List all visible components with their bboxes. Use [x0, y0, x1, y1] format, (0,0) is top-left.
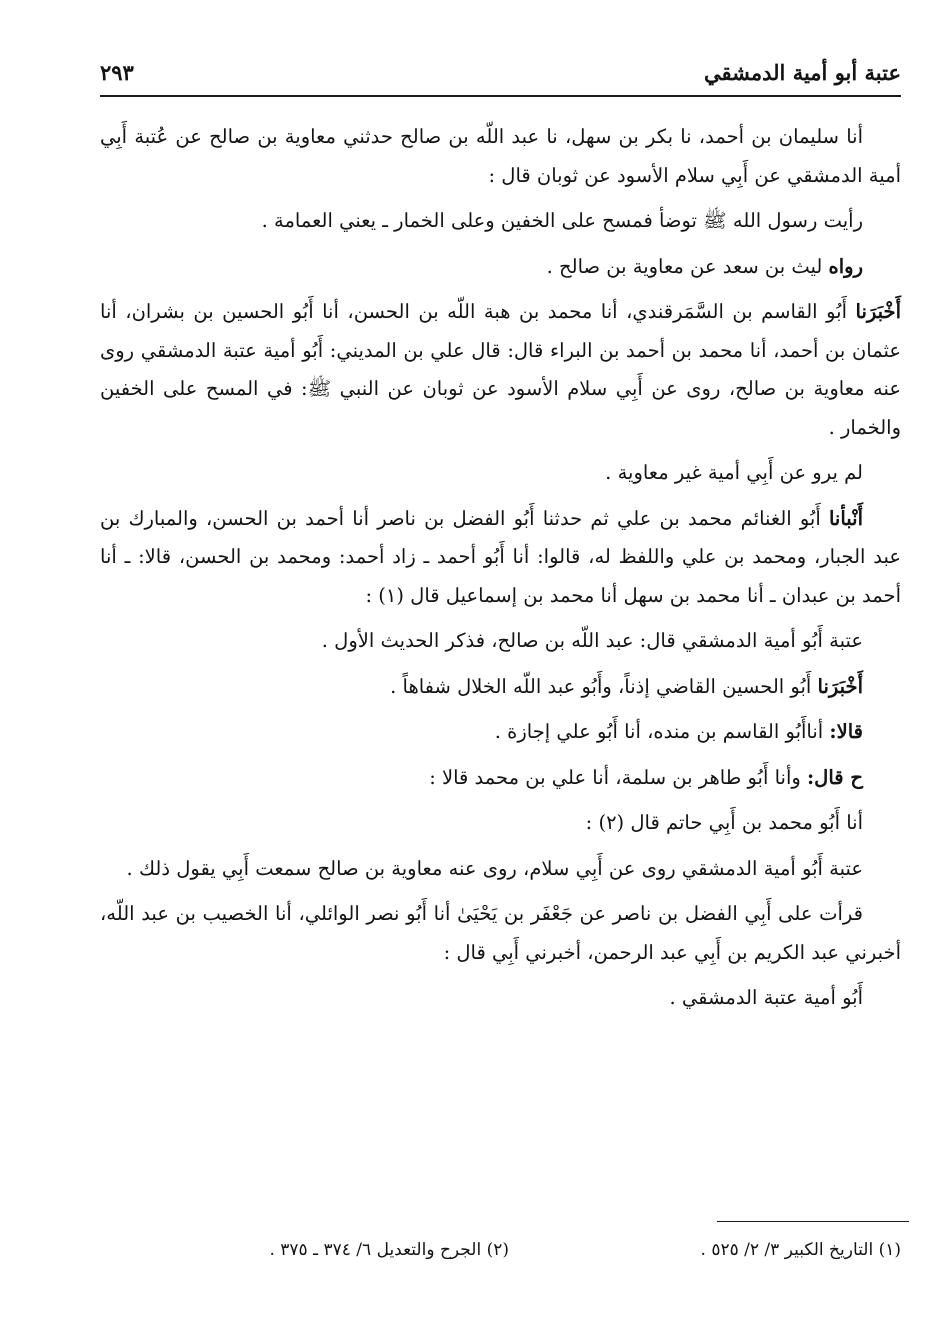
paragraph-3-text: ليث بن سعد عن معاوية بن صالح . [546, 254, 829, 278]
paragraph-1: أنا سليمان بن أحمد، نا بكر بن سهل، نا عبد اللّه بن صالح حدثني معاوية بن صالح عن عُتبة أَبِي أمية الدمشقي عن أَبِي سلام الأسود عن ثوبان قال : [100, 125, 901, 187]
paragraph-10-text: وأنا أَبُو طاهر بن سلمة، أنا علي بن محمد قالا : [429, 765, 807, 789]
footnote-2: (٢) الجرح والتعديل ٦/ ٣٧٤ ـ ٣٧٥ . [269, 1240, 509, 1260]
paragraph-14: أَبُو أمية عتبة الدمشقي . [669, 986, 863, 1009]
keyword-akhbarana-2: أَخْبَرَنا [817, 674, 863, 698]
paragraph-10 [100, 759, 901, 798]
paragraph-2: رأيت رسول الله ﷺ توضأ فمسح على الخفين وعلى الخمار ـ يعني العمامة . [261, 209, 863, 232]
paragraph-8-text: أَبُو الحسين القاضي إذناً، وأَبُو عبد اللّه الخلال شفاهاً . [390, 674, 818, 698]
footnote-1: (١) التاريخ الكبير ٣/ ٢/ ٥٢٥ . [700, 1240, 901, 1260]
paragraph-13: قرأت على أَبِي الفضل بن ناصر عن جَعْفَر بن يَحْيَىٰ أنا أَبُو نصر الوائلي، أنا الخصيب بن عبد اللّه، أخبرني عبد الكريم بن أَبِي عبد الرحمن، أخبرني أَبِي قال : [100, 902, 901, 964]
paragraph-11: أنا أَبُو محمد بن أَبِي حاتم قال (٢) : [585, 811, 863, 834]
paragraph-9 [100, 713, 901, 752]
paragraph-6-text: أَبُو الغنائم محمد بن علي ثم حدثنا أَبُو الفضل بن ناصر أنا أحمد بن الحسن، والمبارك بن عبد الجبار، ومحمد بن علي واللفظ له، قالوا: أنا أَبُو أحمد ـ زاد أحمد: ومحمد بن الحسن، قالا: ـ أنا أحمد بن عبدان ـ أنا محمد بن سهل أنا محمد بن إسماعيل قال (١) : [100, 506, 901, 607]
paragraph-4-text: أَبُو القاسم بن السَّمَرقندي، أنا محمد بن هبة اللّه بن الحسن، أنا أَبُو الحسين بن بشران، أنا عثمان بن أحمد، أنا محمد بن أحمد بن البراء قال: قال علي بن المديني: أَبُو أمية عتبة الدمشقي روى عنه معاوية بن صالح، روى عن أَبِي سلام الأسود عن ثوبان عن النبي ﷺ: في المسح على الخفين والخمار . [100, 300, 901, 439]
paragraph-4 [100, 293, 901, 447]
keyword-akhbarana: أَخْبَرَنا [855, 300, 901, 323]
keyword-qala: قالا: [829, 720, 863, 743]
paragraph-6 [100, 500, 901, 616]
paragraph-8 [100, 668, 901, 707]
paragraph-5: لم يرو عن أَبِي أمية غير معاوية . [605, 461, 863, 484]
header-rule [100, 95, 901, 97]
keyword-ha-qal: ح قال: [806, 765, 863, 789]
paragraph-9-text: أناأَبُو القاسم بن منده، أنا أَبُو علي إجازة . [494, 720, 830, 743]
keyword-rawah: رواه [828, 254, 863, 278]
paragraph-7: عتبة أَبُو أمية الدمشقي قال: عبد اللّه بن صالح، فذكر الحديث الأول . [321, 629, 863, 652]
keyword-anbaana: أَنْبأنا [828, 506, 863, 530]
footnote-rule [717, 1221, 909, 1222]
paragraph-12: عتبة أَبُو أمية الدمشقي روى عن أَبِي سلام، روى عنه معاوية بن صالح سمعت أَبِي يقول ذلك . [126, 856, 863, 880]
page-number: ٢٩٣ [100, 60, 134, 85]
header-title: عتبة أبو أمية الدمشقي [704, 60, 901, 85]
paragraph-3 [100, 248, 901, 287]
main-text [100, 118, 901, 1025]
running-header [100, 58, 901, 94]
